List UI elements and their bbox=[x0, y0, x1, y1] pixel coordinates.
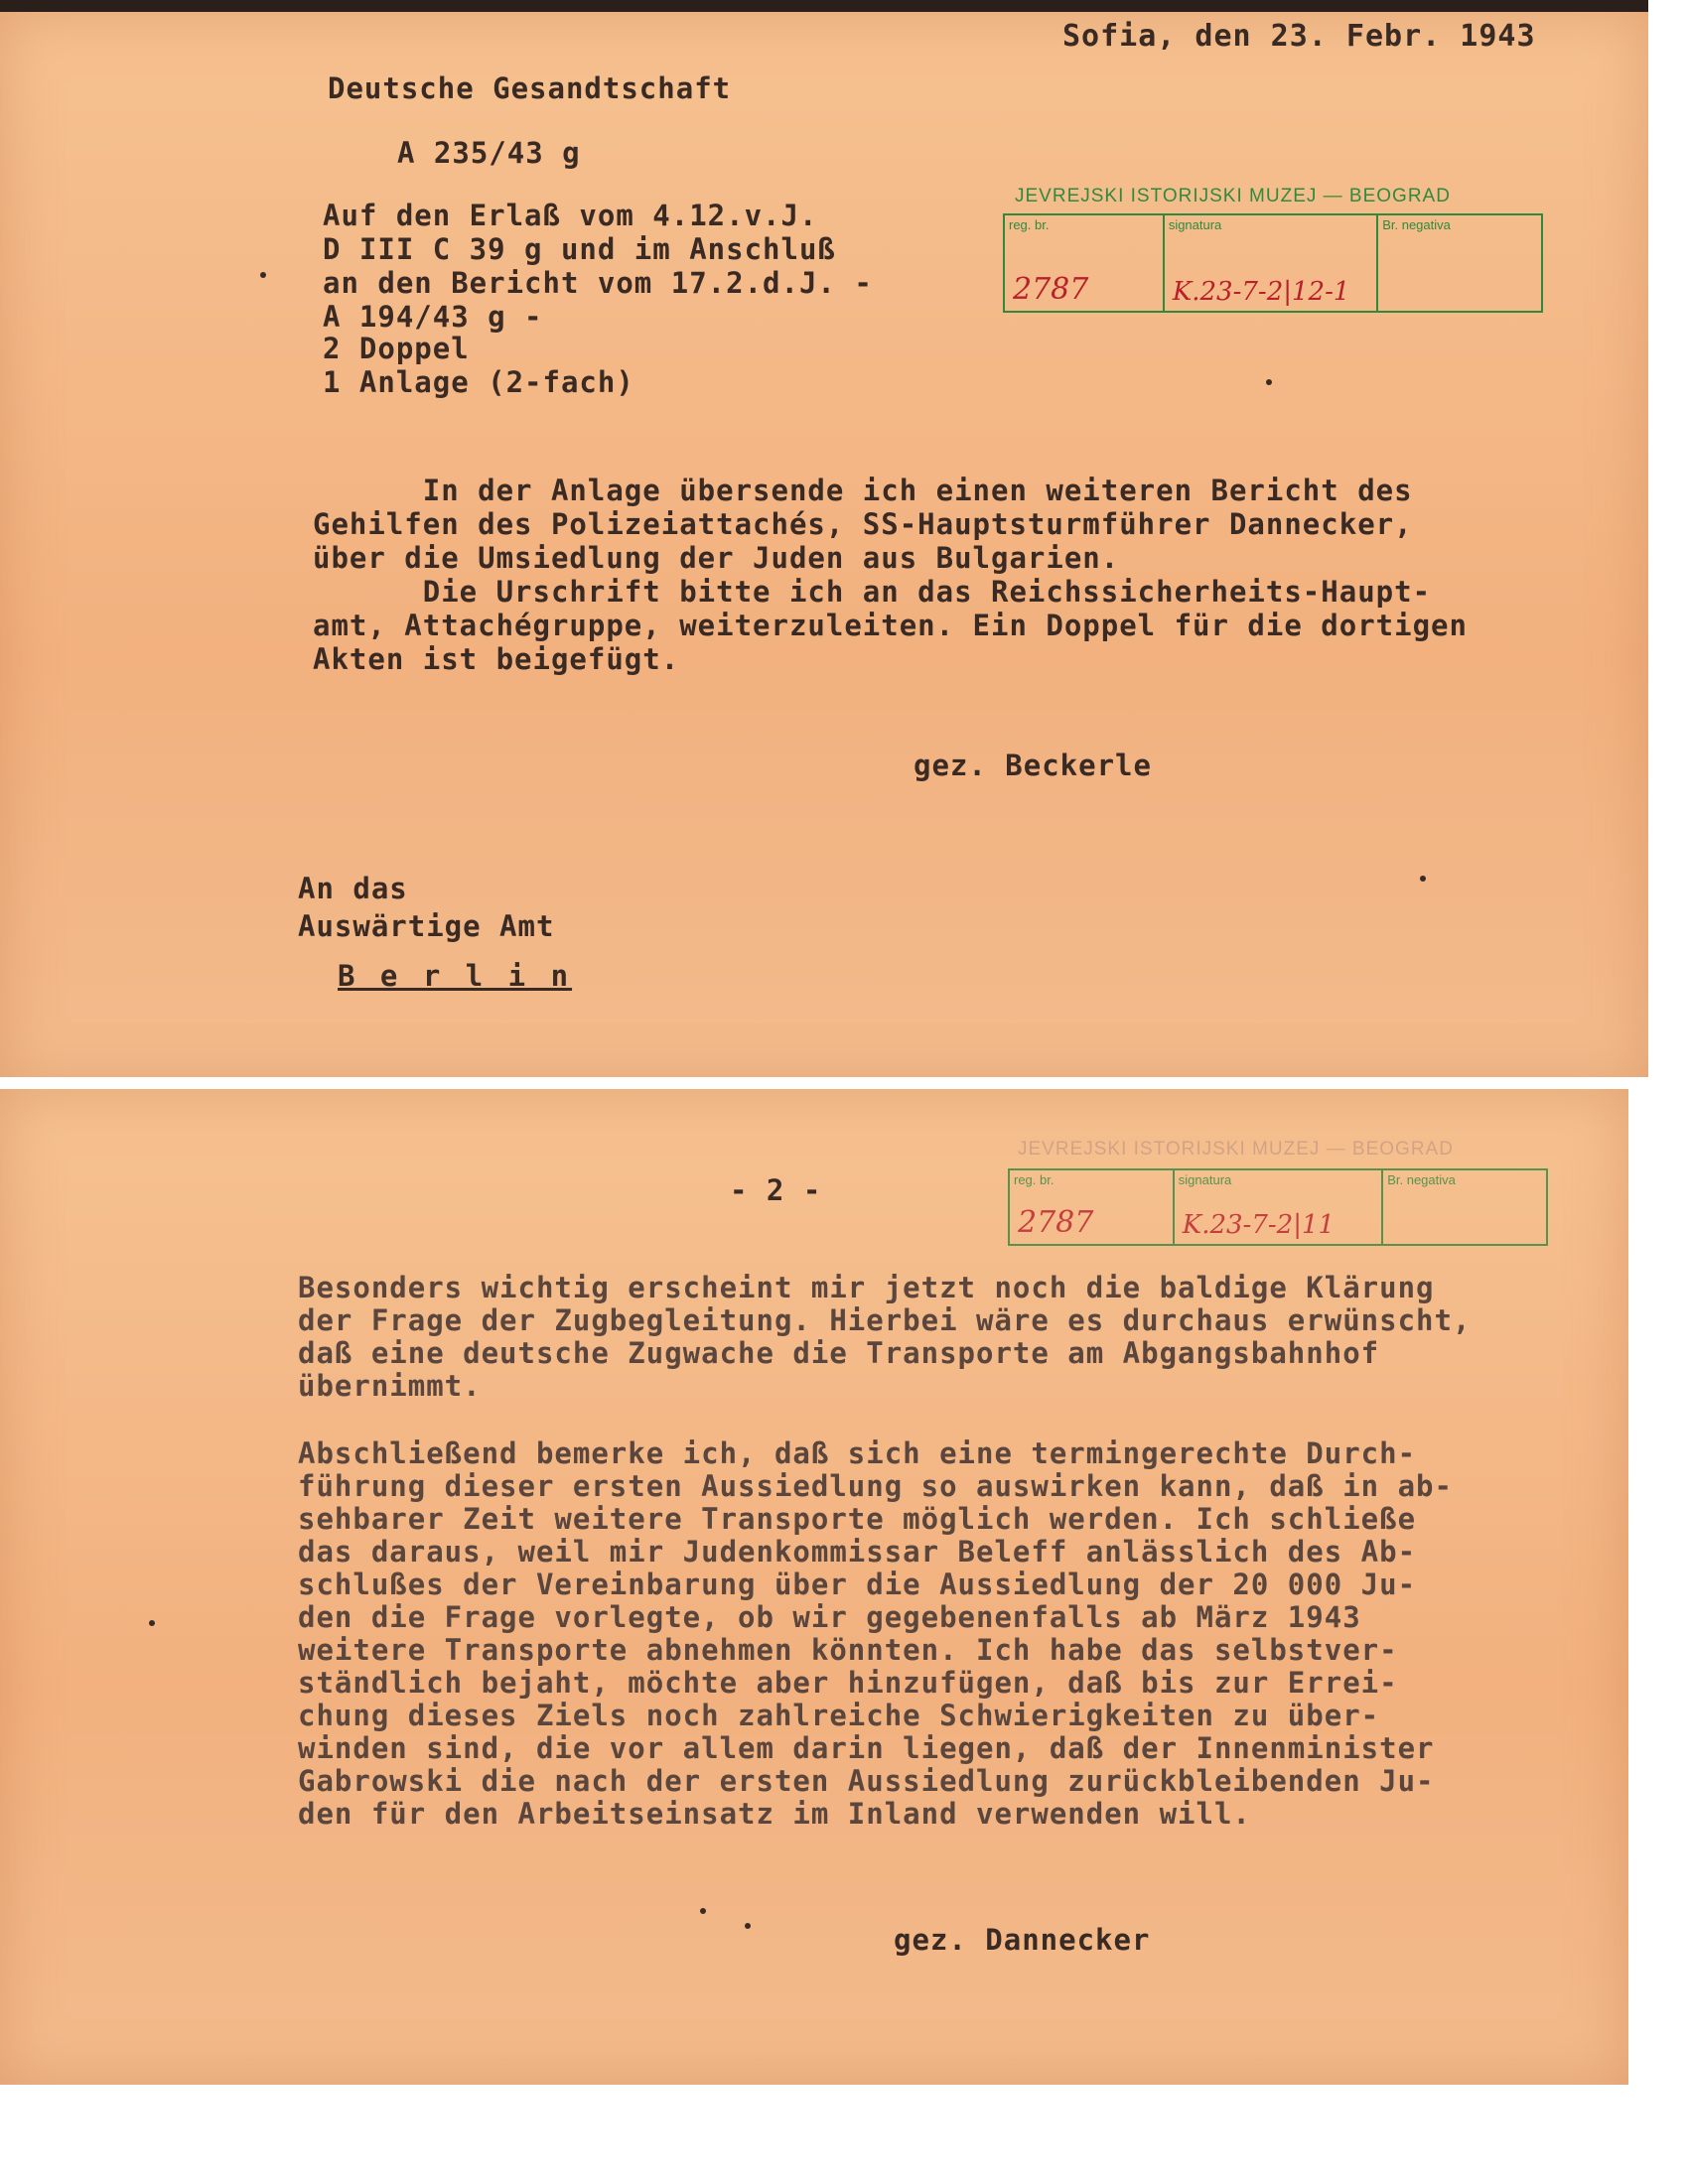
stamp-reg-cell bbox=[1010, 1170, 1175, 1244]
stamp-signature-cell bbox=[1175, 1170, 1383, 1244]
body-line: den für den Arbeitseinsatz im Inland verwenden will. bbox=[298, 1797, 1251, 1831]
stamp-negative-cell bbox=[1378, 215, 1541, 311]
stamp-reg-label: reg. br. bbox=[1014, 1172, 1055, 1187]
stamp-signature-number: K.23-7-2|12-1 bbox=[1172, 277, 1350, 307]
stamp-grid bbox=[1008, 1168, 1548, 1246]
addressee-line: An das bbox=[298, 872, 408, 905]
page-separator bbox=[0, 1077, 1688, 1089]
stamp-reg-number: 2787 bbox=[1018, 1205, 1094, 1240]
ref-line: D III C 39 g und im Anschluß bbox=[323, 232, 836, 266]
stamp-negative-cell bbox=[1383, 1170, 1546, 1244]
ref-line: 2 Doppel bbox=[323, 332, 470, 365]
stamp-reg-cell bbox=[1005, 215, 1165, 311]
signature-beckerle: gez. Beckerle bbox=[914, 749, 1152, 782]
body-line: der Frage der Zugbegleitung. Hierbei wäre es durchaus erwünscht, bbox=[298, 1303, 1472, 1337]
stamp-signature-label: signatura bbox=[1178, 1172, 1232, 1187]
stamp-grid bbox=[1003, 213, 1543, 313]
letter-page-1 bbox=[0, 0, 1648, 1089]
body-line: schlußes der Vereinbarung über die Aussiedlung der 20 000 Ju- bbox=[298, 1568, 1417, 1601]
body-line: sehbarer Zeit weitere Transporte möglich werden. Ich schließe bbox=[298, 1502, 1417, 1536]
body-line: Akten ist beigefügt. bbox=[313, 642, 680, 676]
body-line: Besonders wichtig erscheint mir jetzt noch die baldige Klärung bbox=[298, 1271, 1435, 1304]
addressee-city: B e r l i n bbox=[338, 959, 573, 993]
body-line: amt, Attachégruppe, weiterzuleiten. Ein Doppel für die dortigen bbox=[313, 609, 1468, 642]
ink-spot bbox=[1266, 379, 1272, 385]
signature-dannecker: gez. Dannecker bbox=[894, 1923, 1151, 1957]
body-line: Gehilfen des Polizeiattachés, SS-Hauptsturmführer Dannecker, bbox=[313, 507, 1413, 541]
body-line: chung dieses Ziels noch zahlreiche Schwierigkeiten zu über- bbox=[298, 1699, 1380, 1732]
date-line: Sofia, den 23. Febr. 1943 bbox=[1062, 19, 1536, 54]
body-line: das daraus, weil mir Judenkommissar Beleff anlässlich des Ab- bbox=[298, 1535, 1417, 1569]
stamp-signature-number: K.23-7-2|11 bbox=[1182, 1210, 1336, 1240]
stamp-signature-cell bbox=[1165, 215, 1378, 311]
stamp-reg-number: 2787 bbox=[1013, 272, 1089, 307]
body-line: ständlich bejaht, möchte aber hinzufügen, daß bis zur Errei- bbox=[298, 1666, 1398, 1700]
ref-line: 1 Anlage (2-fach) bbox=[323, 365, 634, 399]
archive-stamp bbox=[1008, 1139, 1544, 1258]
body-line: In der Anlage übersende ich einen weiteren Bericht des bbox=[313, 474, 1413, 507]
ink-spot bbox=[700, 1908, 706, 1914]
body-line: den die Frage vorlegte, ob wir gegebenenfalls ab März 1943 bbox=[298, 1600, 1361, 1634]
stamp-negative-label: Br. negativa bbox=[1387, 1172, 1456, 1187]
addressee-line: Auswärtige Amt bbox=[298, 909, 555, 943]
stamp-signature-label: signatura bbox=[1168, 217, 1222, 232]
stamp-title: JEVREJSKI ISTORIJSKI MUZEJ — BEOGRAD bbox=[1018, 1139, 1454, 1160]
ref-line: Auf den Erlaß vom 4.12.v.J. bbox=[323, 199, 818, 232]
body-line: weitere Transporte abnehmen könnten. Ich habe das selbstver- bbox=[298, 1633, 1398, 1667]
stamp-negative-label: Br. negativa bbox=[1382, 217, 1451, 232]
ink-spot bbox=[260, 272, 266, 278]
reference-number: A 235/43 g bbox=[397, 136, 581, 170]
body-line: Gabrowski die nach der ersten Aussiedlung zurückbleibenden Ju- bbox=[298, 1764, 1435, 1798]
body-line: winden sind, die vor allem darin liegen, daß der Innenminister bbox=[298, 1731, 1435, 1765]
ref-line: an den Bericht vom 17.2.d.J. - bbox=[323, 266, 873, 300]
ink-spot bbox=[149, 1620, 155, 1626]
body-line: Die Urschrift bitte ich an das Reichssicherheits-Haupt- bbox=[313, 575, 1432, 609]
body-line: daß eine deutsche Zugwache die Transporte am Abgangsbahnhof bbox=[298, 1336, 1380, 1370]
archive-stamp bbox=[1003, 186, 1539, 315]
page-number: - 2 - bbox=[730, 1173, 822, 1207]
letter-page-2 bbox=[0, 1089, 1628, 2085]
stamp-title: JEVREJSKI ISTORIJSKI MUZEJ — BEOGRAD bbox=[1015, 186, 1451, 206]
stamp-reg-label: reg. br. bbox=[1009, 217, 1050, 232]
body-line: Abschließend bemerke ich, daß sich eine termingerechte Durch- bbox=[298, 1436, 1417, 1470]
body-line: übernimmt. bbox=[298, 1369, 482, 1403]
ink-spot bbox=[745, 1923, 751, 1929]
sender-name: Deutsche Gesandtschaft bbox=[328, 71, 732, 105]
body-line: über die Umsiedlung der Juden aus Bulgarien. bbox=[313, 541, 1120, 575]
body-line: führung dieser ersten Aussiedlung so auswirken kann, daß in ab- bbox=[298, 1469, 1453, 1503]
ref-line: A 194/43 g - bbox=[323, 300, 543, 334]
ink-spot bbox=[1420, 876, 1426, 882]
